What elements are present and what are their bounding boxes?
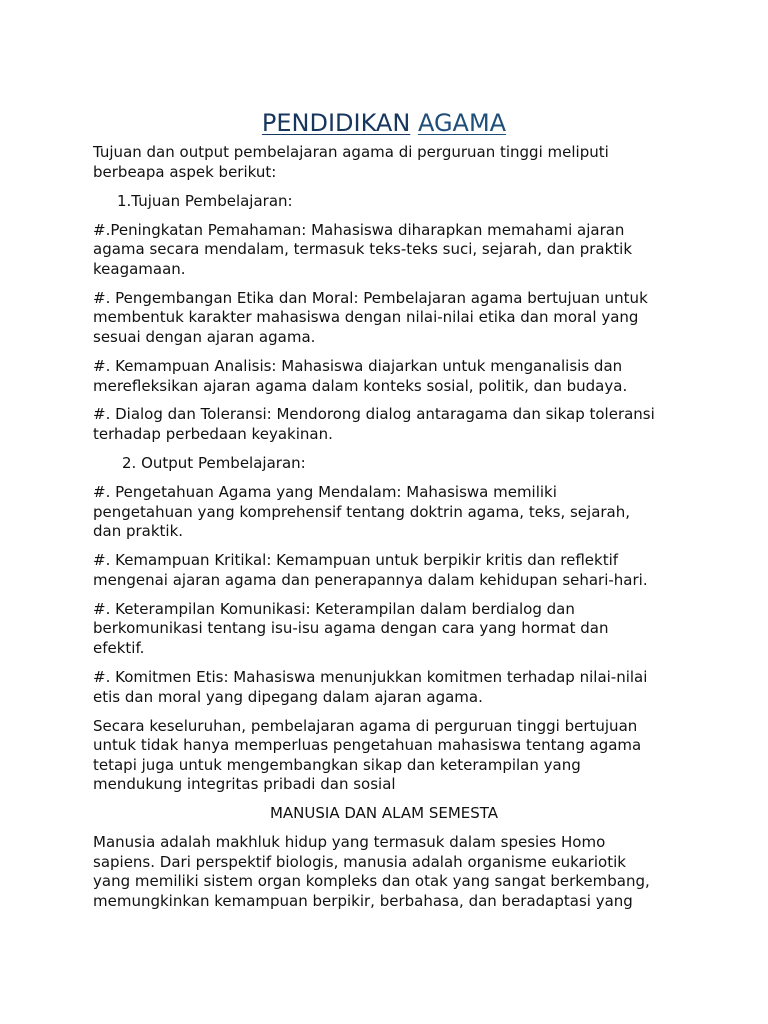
tujuan-item: #. Kemampuan Analisis: Mahasiswa diajarkan untuk menganalisis dan merefleksikan ajaran agama dalam konteks sosial, politik, dan budaya. xyxy=(93,356,628,395)
page-title xyxy=(93,107,675,139)
output-item: #. Keterampilan Komunikasi: Keterampilan dalam berdialog dan berkomunikasi tentang isu-isu agama dengan cara yang hormat dan efektif. xyxy=(93,599,609,657)
section-heading-output: 2. Output Pembelajaran: xyxy=(122,454,306,473)
output-item: #. Pengetahuan Agama yang Mendalam: Mahasiswa memiliki pengetahuan yang komprehensif tentang doktrin agama, teks, sejarah, dan praktik. xyxy=(93,483,631,541)
tujuan-item: #. Pengembangan Etika dan Moral: Pembelajaran agama bertujuan untuk membentuk karakter mahasiswa dengan nilai-nilai etika dan moral yang sesuai dengan ajaran agama. xyxy=(93,288,648,346)
tujuan-item: #.Peningkatan Pemahaman: Mahasiswa diharapkan memahami ajaran agama secara mendalam, termasuk teks-teks suci, sejarah, dan praktik keagamaan. xyxy=(93,220,633,278)
tujuan-item: #. Dialog dan Toleransi: Mendorong dialog antaragama dan sikap toleransi terhadap perbedaan keyakinan. xyxy=(93,405,655,444)
section-heading-tujuan: 1.Tujuan Pembelajaran: xyxy=(117,191,293,210)
document-page xyxy=(93,107,675,921)
title-word-agama[interactable]: AGAMA xyxy=(417,109,507,137)
output-item: #. Kemampuan Kritikal: Kemampuan untuk berpikir kritis dan reflektif mengenai ajaran agama dan penerapannya dalam kehidupan sehari-hari. xyxy=(93,551,648,589)
intro-paragraph: Tujuan dan output pembelajaran agama di perguruan tinggi meliputi berbeapa aspek berikut: xyxy=(93,143,609,181)
manusia-paragraph: Manusia adalah makhluk hidup yang termasuk dalam spesies Homo sapiens. Dari perspektif biologis, manusia adalah organisme eukariotik yang memiliki sistem organ kompleks dan otak yang sangat berkembang, memungkinkan kemampuan berpikir, berbahasa, dan beradaptasi yang xyxy=(93,833,650,911)
output-item: #. Komitmen Etis: Mahasiswa menunjukkan komitmen terhadap nilai-nilai etis dan moral yang dipegang dalam ajaran agama. xyxy=(93,667,648,706)
section-heading-manusia: MANUSIA DAN ALAM SEMESTA xyxy=(269,804,499,823)
title-word-pendidikan[interactable]: PENDIDIKAN xyxy=(261,109,411,137)
conclusion-paragraph: Secara keseluruhan, pembelajaran agama di perguruan tinggi bertujuan untuk tidak hanya memperluas pengetahuan mahasiswa tentang agama tetapi juga untuk mengembangkan sikap dan keterampilan yang mendukung integritas pribadi dan sosial xyxy=(93,716,642,794)
